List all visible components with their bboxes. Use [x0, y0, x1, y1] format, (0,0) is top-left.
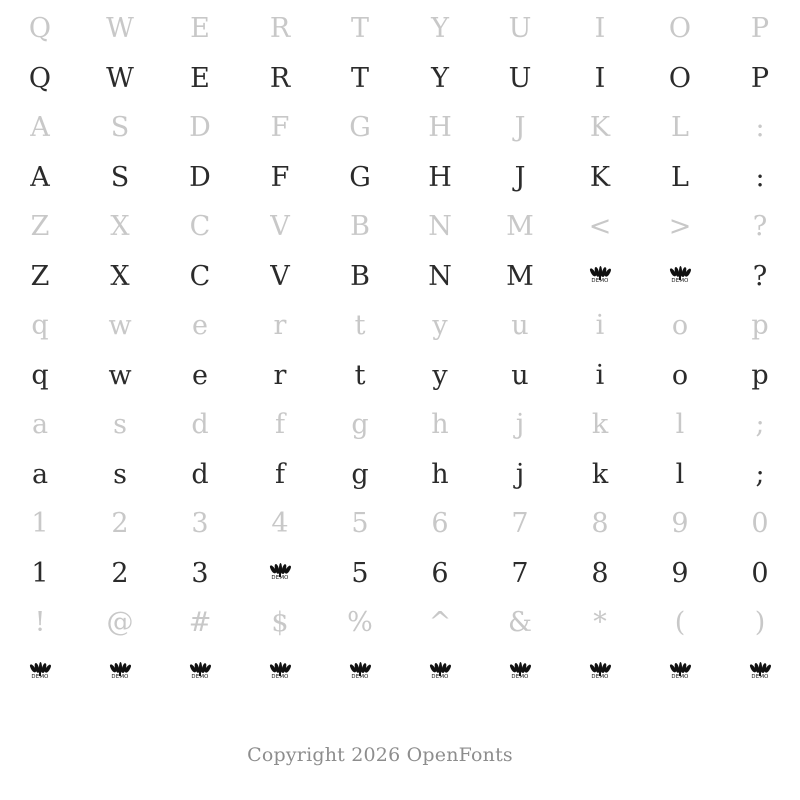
- glyph-cell: <: [588, 211, 612, 243]
- leaf-fan-demo-icon: [0, 659, 80, 686]
- glyph-row: [0, 499, 800, 549]
- glyph-cell: ?: [752, 260, 768, 292]
- glyph-cell: D: [189, 112, 211, 144]
- footer: [0, 744, 800, 766]
- glyph-cell: L: [671, 112, 689, 144]
- leaf-fan-demo-icon: [240, 659, 320, 686]
- demo-mark: [509, 662, 531, 684]
- glyph-cell: !: [34, 607, 46, 639]
- glyph-cell: 9: [671, 508, 689, 540]
- glyph-cell: T: [350, 13, 369, 45]
- glyph-cell: u: [511, 310, 529, 342]
- glyph-cell: g: [351, 458, 369, 490]
- glyph-row: [0, 202, 800, 252]
- glyph-cell: *: [593, 607, 607, 639]
- glyph-cell: :: [755, 112, 765, 144]
- glyph-cell: 3: [191, 557, 209, 589]
- demo-label: DEMO: [591, 277, 609, 284]
- glyph-cell: >: [668, 211, 692, 243]
- glyph-cell: H: [428, 161, 452, 193]
- glyph-cell: 4: [271, 508, 289, 540]
- glyph-cell: l: [675, 458, 685, 490]
- glyph-cell: Q: [28, 13, 52, 45]
- glyph-cell: &: [507, 607, 533, 639]
- glyph-cell: C: [189, 260, 211, 292]
- glyph-cell: ;: [755, 458, 765, 490]
- glyph-cell: H: [428, 112, 452, 144]
- glyph-cell: w: [108, 310, 132, 342]
- glyph-row: [0, 549, 800, 599]
- glyph-cell: 7: [511, 508, 529, 540]
- glyph-cell: N: [428, 211, 452, 243]
- glyph-cell: I: [594, 62, 606, 94]
- glyph-cell: L: [671, 161, 689, 193]
- demo-label: DEMO: [191, 673, 209, 680]
- glyph-cell: d: [191, 458, 209, 490]
- glyph-cell: l: [675, 409, 685, 441]
- glyph-cell: t: [354, 359, 366, 391]
- glyph-cell: K: [589, 112, 611, 144]
- glyph-cell: :: [755, 161, 765, 193]
- glyph-cell: #: [188, 607, 212, 639]
- glyph-cell: P: [750, 62, 770, 94]
- glyph-cell: ?: [752, 211, 768, 243]
- glyph-cell: 8: [591, 508, 609, 540]
- glyph-cell: d: [191, 409, 209, 441]
- glyph-cell: @: [106, 607, 134, 639]
- glyph-cell: Q: [28, 62, 52, 94]
- glyph-row: [0, 153, 800, 203]
- glyph-cell: 9: [671, 557, 689, 589]
- glyph-cell: f: [275, 458, 285, 490]
- glyph-cell: h: [431, 458, 449, 490]
- glyph-cell: e: [192, 310, 208, 342]
- glyph-cell: 5: [351, 557, 369, 589]
- glyph-cell: D: [189, 161, 211, 193]
- glyph-cell: M: [506, 211, 534, 243]
- leaf-fan-demo-icon: [160, 659, 240, 686]
- glyph-cell: 6: [431, 557, 449, 589]
- glyph-cell: o: [671, 359, 689, 391]
- glyph-cell: 1: [31, 557, 49, 589]
- glyph-cell: 8: [591, 557, 609, 589]
- glyph-cell: S: [110, 161, 130, 193]
- leaf-fan-demo-icon: [240, 560, 320, 587]
- demo-mark: [349, 662, 371, 684]
- glyph-cell: X: [110, 260, 130, 292]
- leaf-fan-demo-icon: [80, 659, 160, 686]
- glyph-cell: 0: [751, 557, 769, 589]
- glyph-cell: E: [190, 62, 210, 94]
- demo-label: DEMO: [671, 277, 689, 284]
- glyph-cell: X: [110, 211, 130, 243]
- glyph-row: [0, 54, 800, 104]
- leaf-fan-demo-icon: [640, 263, 720, 290]
- glyph-cell: E: [190, 13, 210, 45]
- glyph-cell: 0: [751, 508, 769, 540]
- glyph-cell: 6: [431, 508, 449, 540]
- glyph-cell: p: [751, 310, 769, 342]
- glyph-cell: B: [350, 260, 370, 292]
- glyph-cell: p: [751, 359, 769, 391]
- demo-label: DEMO: [271, 673, 289, 680]
- glyph-cell: j: [515, 458, 525, 490]
- glyph-cell: 2: [111, 508, 129, 540]
- demo-mark: [269, 563, 291, 585]
- glyph-cell: w: [108, 359, 132, 391]
- glyph-cell: q: [31, 359, 49, 391]
- glyph-cell: G: [349, 161, 371, 193]
- glyph-cell: Z: [30, 260, 50, 292]
- demo-label: DEMO: [591, 673, 609, 680]
- demo-mark: [429, 662, 451, 684]
- glyph-cell: C: [189, 211, 211, 243]
- glyph-row: [0, 351, 800, 401]
- glyph-cell: %: [347, 607, 373, 639]
- glyph-cell: g: [351, 409, 369, 441]
- glyph-cell: k: [591, 409, 609, 441]
- glyph-cell: 3: [191, 508, 209, 540]
- glyph-cell: I: [594, 13, 606, 45]
- demo-mark: [669, 662, 691, 684]
- glyph-cell: Y: [431, 13, 449, 45]
- glyph-cell: i: [595, 359, 605, 391]
- glyph-cell: M: [506, 260, 534, 292]
- leaf-fan-demo-icon: [320, 659, 400, 686]
- glyph-cell: V: [270, 260, 290, 292]
- glyph-row: [0, 648, 800, 698]
- glyph-row: [0, 252, 800, 302]
- glyph-row: [0, 598, 800, 648]
- glyph-cell: S: [110, 112, 130, 144]
- demo-mark: [189, 662, 211, 684]
- glyph-row: [0, 450, 800, 500]
- glyph-cell: W: [106, 13, 134, 45]
- glyph-cell: y: [432, 359, 448, 391]
- glyph-cell: O: [668, 62, 692, 94]
- glyph-cell: W: [106, 62, 134, 94]
- glyph-cell: U: [508, 13, 532, 45]
- glyph-cell: 2: [111, 557, 129, 589]
- demo-mark: [589, 662, 611, 684]
- glyph-cell: r: [273, 359, 287, 391]
- demo-label: DEMO: [671, 673, 689, 680]
- glyph-cell: $: [271, 607, 289, 639]
- demo-mark: [29, 662, 51, 684]
- glyph-cell: y: [432, 310, 448, 342]
- glyph-cell: V: [270, 211, 290, 243]
- glyph-cell: N: [428, 260, 452, 292]
- glyph-cell: e: [192, 359, 208, 391]
- glyph-cell: 5: [351, 508, 369, 540]
- demo-label: DEMO: [751, 673, 769, 680]
- glyph-cell: T: [350, 62, 369, 94]
- glyph-cell: Y: [431, 62, 449, 94]
- glyph-cell: ;: [755, 409, 765, 441]
- glyph-row: [0, 103, 800, 153]
- leaf-fan-demo-icon: [480, 659, 560, 686]
- glyph-cell: R: [269, 62, 291, 94]
- leaf-fan-demo-icon: [560, 263, 640, 290]
- glyph-cell: q: [31, 310, 49, 342]
- demo-label: DEMO: [431, 673, 449, 680]
- demo-mark: [749, 662, 771, 684]
- glyph-cell: K: [589, 161, 611, 193]
- demo-label: DEMO: [351, 673, 369, 680]
- glyph-row: [0, 400, 800, 450]
- glyph-cell: ^: [428, 607, 452, 639]
- glyph-cell: J: [514, 161, 526, 193]
- glyph-cell: h: [431, 409, 449, 441]
- demo-mark: [109, 662, 131, 684]
- leaf-fan-demo-icon: [560, 659, 640, 686]
- glyph-cell: (: [674, 607, 686, 639]
- glyph-cell: F: [270, 112, 290, 144]
- glyph-cell: r: [273, 310, 287, 342]
- leaf-fan-demo-icon: [640, 659, 720, 686]
- glyph-cell: F: [270, 161, 290, 193]
- glyph-cell: f: [275, 409, 285, 441]
- glyph-cell: u: [511, 359, 529, 391]
- glyph-cell: s: [113, 458, 127, 490]
- leaf-fan-demo-icon: [720, 659, 800, 686]
- glyph-cell: 1: [31, 508, 49, 540]
- glyph-cell: O: [668, 13, 692, 45]
- glyph-cell: a: [31, 458, 49, 490]
- glyph-cell: P: [750, 13, 770, 45]
- demo-label: DEMO: [511, 673, 529, 680]
- demo-label: DEMO: [271, 574, 289, 581]
- glyph-cell: t: [354, 310, 366, 342]
- glyph-cell: ): [754, 607, 766, 639]
- glyph-cell: j: [515, 409, 525, 441]
- glyph-cell: k: [591, 458, 609, 490]
- glyph-cell: A: [30, 112, 50, 144]
- demo-mark: [669, 266, 691, 288]
- glyph-cell: G: [349, 112, 371, 144]
- glyph-cell: a: [31, 409, 49, 441]
- leaf-fan-demo-icon: [400, 659, 480, 686]
- glyph-cell: R: [269, 13, 291, 45]
- glyph-cell: J: [514, 112, 526, 144]
- glyph-row: [0, 4, 800, 54]
- copyright-text: Copyright 2026 OpenFonts: [247, 744, 513, 766]
- glyph-cell: Z: [30, 211, 50, 243]
- demo-label: DEMO: [31, 673, 49, 680]
- glyph-row: [0, 301, 800, 351]
- glyph-cell: B: [350, 211, 370, 243]
- glyph-cell: o: [671, 310, 689, 342]
- demo-mark: [269, 662, 291, 684]
- glyph-cell: A: [30, 161, 50, 193]
- glyph-cell: U: [508, 62, 532, 94]
- demo-label: DEMO: [111, 673, 129, 680]
- glyph-cell: i: [595, 310, 605, 342]
- demo-mark: [589, 266, 611, 288]
- glyph-cell: s: [113, 409, 127, 441]
- glyph-cell: 7: [511, 557, 529, 589]
